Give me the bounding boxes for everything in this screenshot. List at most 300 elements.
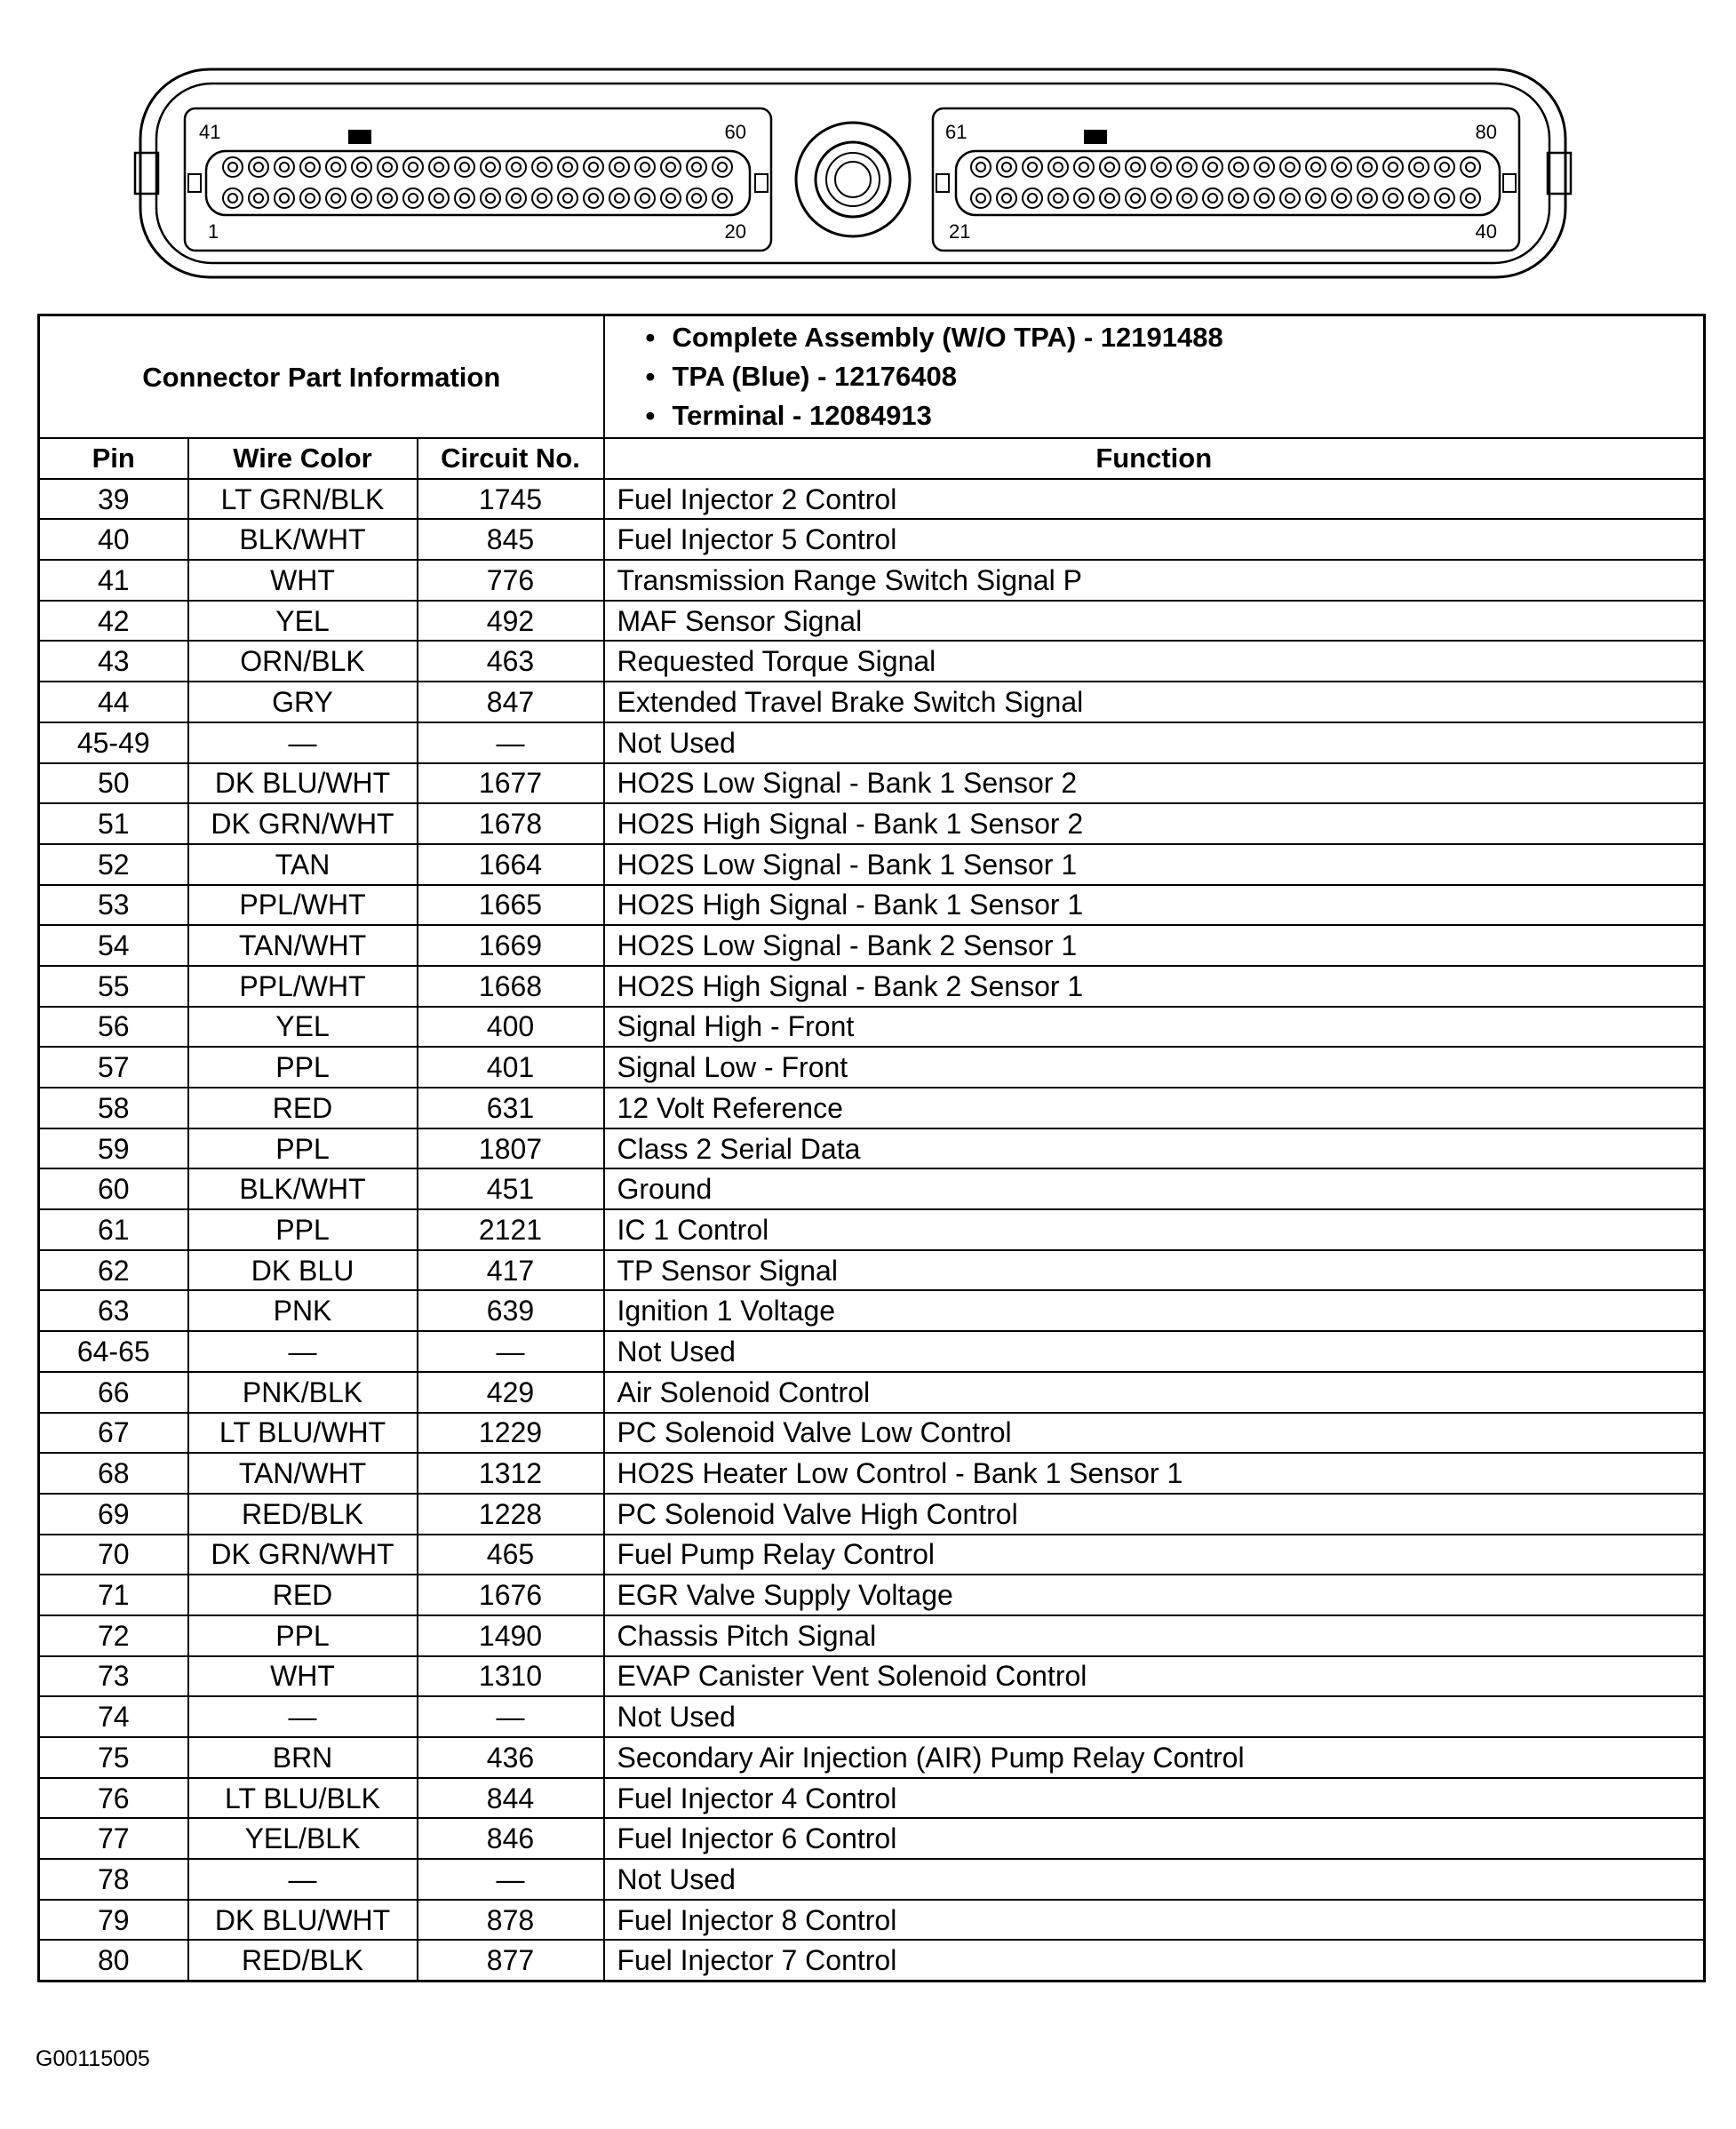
table-row (39, 1088, 1705, 1128)
table-row (39, 560, 1705, 601)
pin-terminal-icon (455, 157, 474, 177)
pin-terminal-icon (455, 188, 474, 208)
table-row (39, 844, 1705, 885)
function-cell: HO2S High Signal - Bank 1 Sensor 2 (604, 803, 1705, 844)
function-cell: Fuel Injector 2 Control (604, 479, 1705, 520)
pin-socket-icon (641, 194, 649, 203)
column-header-circuit: Circuit No. (418, 438, 604, 479)
function-cell: Fuel Pump Relay Control (604, 1535, 1705, 1575)
pin-terminal-icon (403, 188, 423, 208)
pin-cell: 79 (39, 1900, 188, 1941)
part-info-item (646, 357, 1704, 396)
pin-socket-icon (331, 194, 340, 203)
pin-cell: 41 (39, 560, 188, 601)
table-row (39, 1494, 1705, 1535)
circuit-cell: 429 (418, 1372, 604, 1413)
right-side-notch (1503, 174, 1516, 192)
circuit-cell: 451 (418, 1168, 604, 1209)
pin-socket-icon (254, 163, 263, 171)
pin-socket-icon (1105, 163, 1114, 171)
pin-socket-icon (1183, 163, 1191, 171)
right-pin-array (971, 157, 1480, 208)
pin-socket-icon (460, 194, 469, 203)
pin-socket-icon (1363, 163, 1372, 171)
wire-color-cell: RED (188, 1088, 418, 1128)
circuit-cell: 1676 (418, 1575, 604, 1615)
pin-socket-icon (976, 194, 985, 203)
table-row (39, 1818, 1705, 1859)
circuit-cell: 847 (418, 682, 604, 722)
pin-socket-icon (1286, 163, 1294, 171)
table-row (39, 682, 1705, 722)
pin-terminal-icon (378, 188, 397, 208)
pin-socket-icon (666, 194, 675, 203)
pin-cell: 68 (39, 1453, 188, 1494)
table-row (39, 479, 1705, 520)
pin-socket-icon (1466, 163, 1475, 171)
pin-terminal-icon (713, 188, 732, 208)
pinout-table (37, 314, 1706, 1982)
pin-socket-icon (512, 163, 521, 171)
function-cell: Not Used (604, 722, 1705, 763)
pin-socket-icon (1311, 194, 1320, 203)
circuit-cell: 1490 (418, 1615, 604, 1656)
pin-socket-icon (1234, 194, 1243, 203)
pin-terminal-icon (635, 157, 655, 177)
pin-socket-icon (1414, 194, 1423, 203)
pin-socket-icon (615, 163, 624, 171)
function-cell: Air Solenoid Control (604, 1372, 1705, 1413)
wire-color-cell: RED (188, 1575, 418, 1615)
pin-cell: 51 (39, 803, 188, 844)
pin-cell: 64-65 (39, 1331, 188, 1372)
table-row (39, 1940, 1705, 1981)
pin-socket-icon (1337, 194, 1346, 203)
pin-socket-icon (434, 163, 443, 171)
pin-socket-icon (1131, 163, 1140, 171)
pin-terminal-icon (1435, 157, 1454, 177)
pin-terminal-icon (1100, 157, 1119, 177)
table-row (39, 803, 1705, 844)
pin-socket-icon (1079, 194, 1088, 203)
pin-terminal-icon (429, 157, 449, 177)
pin-terminal-icon (1254, 188, 1274, 208)
pin-cell: 53 (39, 885, 188, 926)
circuit-cell: 1665 (418, 885, 604, 926)
pin-cell: 63 (39, 1290, 188, 1331)
pin-terminal-icon (1358, 188, 1377, 208)
center-bolt-core-icon (835, 162, 871, 197)
pin-socket-icon (1157, 194, 1166, 203)
pin-socket-icon (718, 194, 727, 203)
pin-socket-icon (1157, 163, 1166, 171)
circuit-cell: 401 (418, 1047, 604, 1088)
pin-socket-icon (331, 163, 340, 171)
function-cell: Not Used (604, 1331, 1705, 1372)
pin-cell: 70 (39, 1535, 188, 1575)
pin-terminal-icon (1177, 157, 1197, 177)
wire-color-cell: RED/BLK (188, 1494, 418, 1535)
part-info-item (646, 396, 1704, 435)
pin-cell: 67 (39, 1413, 188, 1454)
pin-terminal-icon (429, 188, 449, 208)
left-key-icon (348, 130, 371, 144)
pin-terminal-icon (223, 188, 243, 208)
table-row (39, 885, 1705, 926)
pin-socket-icon (718, 163, 727, 171)
pin-terminal-icon (403, 157, 423, 177)
pin-socket-icon (666, 163, 675, 171)
part-info-item (646, 318, 1704, 357)
table-row (39, 1372, 1705, 1413)
table-row (39, 1453, 1705, 1494)
wire-color-cell: — (188, 722, 418, 763)
wire-color-cell: ORN/BLK (188, 641, 418, 682)
wire-color-cell: RED/BLK (188, 1940, 418, 1981)
wire-color-cell: LT GRN/BLK (188, 479, 418, 520)
wire-color-cell: WHT (188, 560, 418, 601)
pin-terminal-icon (1306, 188, 1326, 208)
table-row (39, 1413, 1705, 1454)
pin-terminal-icon (558, 157, 577, 177)
wire-color-cell: TAN/WHT (188, 1453, 418, 1494)
column-header-pin: Pin (39, 438, 188, 479)
pin-socket-icon (306, 194, 315, 203)
function-cell: HO2S High Signal - Bank 1 Sensor 1 (604, 885, 1705, 926)
bullet-icon: • (645, 361, 656, 392)
pin-terminal-icon (1409, 188, 1429, 208)
pin-socket-icon (692, 163, 701, 171)
left-pin-block (185, 108, 771, 251)
wire-color-cell: YEL (188, 1007, 418, 1048)
pin-socket-icon (1054, 163, 1063, 171)
pin-terminal-icon (1100, 188, 1119, 208)
pin-terminal-icon (661, 157, 681, 177)
table-row (39, 1859, 1705, 1900)
pin-terminal-icon (1048, 188, 1068, 208)
pin-terminal-icon (713, 157, 732, 177)
pin-label-61: 61 (945, 121, 968, 143)
circuit-cell: 436 (418, 1737, 604, 1778)
function-cell: HO2S Heater Low Control - Bank 1 Sensor 1 (604, 1453, 1705, 1494)
pin-socket-icon (589, 194, 598, 203)
part-info-item-text: Terminal - 12084913 (672, 400, 932, 431)
pin-label-80: 80 (1475, 121, 1497, 143)
pin-socket-icon (1389, 163, 1398, 171)
table-row (39, 1615, 1705, 1656)
pin-cell: 62 (39, 1250, 188, 1291)
pin-terminal-icon (997, 188, 1016, 208)
pin-socket-icon (383, 194, 392, 203)
pin-terminal-icon (1126, 157, 1145, 177)
circuit-cell: 1669 (418, 925, 604, 966)
pin-socket-icon (1260, 163, 1269, 171)
function-cell: Chassis Pitch Signal (604, 1615, 1705, 1656)
function-cell: HO2S Low Signal - Bank 2 Sensor 1 (604, 925, 1705, 966)
wire-color-cell: TAN/WHT (188, 925, 418, 966)
pin-terminal-icon (1435, 188, 1454, 208)
part-info-list (604, 315, 1705, 439)
pin-terminal-icon (635, 188, 655, 208)
pin-socket-icon (1234, 163, 1243, 171)
left-latch-icon (135, 153, 158, 194)
column-header-function: Function (604, 438, 1705, 479)
pin-cell: 43 (39, 641, 188, 682)
circuit-cell: 877 (418, 1940, 604, 1981)
pin-socket-icon (538, 163, 546, 171)
pin-socket-icon (1311, 163, 1320, 171)
function-cell: Fuel Injector 6 Control (604, 1818, 1705, 1859)
table-row (39, 1128, 1705, 1169)
pin-terminal-icon (584, 188, 603, 208)
pin-cell: 71 (39, 1575, 188, 1615)
wire-color-cell: BLK/WHT (188, 1168, 418, 1209)
wire-color-cell: LT BLU/BLK (188, 1778, 418, 1819)
pin-label-60: 60 (724, 121, 746, 143)
wire-color-cell: PPL/WHT (188, 966, 418, 1007)
table-row (39, 1778, 1705, 1819)
function-cell: Ground (604, 1168, 1705, 1209)
pin-socket-icon (228, 163, 237, 171)
pin-cell: 76 (39, 1778, 188, 1819)
circuit-cell: 1228 (418, 1494, 604, 1535)
circuit-cell: — (418, 1696, 604, 1737)
table-row (39, 1575, 1705, 1615)
right-latch-icon (1548, 153, 1571, 194)
pin-socket-icon (383, 163, 392, 171)
circuit-cell: 417 (418, 1250, 604, 1291)
pin-cell: 39 (39, 479, 188, 520)
circuit-cell: 631 (418, 1088, 604, 1128)
wire-color-cell: GRY (188, 682, 418, 722)
pin-socket-icon (1054, 194, 1063, 203)
wire-color-cell: — (188, 1331, 418, 1372)
table-row (39, 966, 1705, 1007)
pin-socket-icon (460, 163, 469, 171)
pin-socket-icon (1028, 163, 1037, 171)
pin-label-21: 21 (949, 220, 971, 243)
pin-socket-icon (306, 163, 315, 171)
table-row (39, 1900, 1705, 1941)
circuit-cell: 463 (418, 641, 604, 682)
pin-socket-icon (409, 194, 418, 203)
pin-terminal-icon (1151, 188, 1171, 208)
wire-color-cell: YEL/BLK (188, 1818, 418, 1859)
table-row (39, 1331, 1705, 1372)
pin-terminal-icon (687, 188, 706, 208)
table-row (39, 1250, 1705, 1291)
function-cell: HO2S Low Signal - Bank 1 Sensor 1 (604, 844, 1705, 885)
part-info-row (39, 315, 1705, 439)
center-bolt-outer-icon (796, 123, 910, 236)
table-row (39, 1737, 1705, 1778)
pin-terminal-icon (532, 157, 552, 177)
pin-cell: 77 (39, 1818, 188, 1859)
function-cell: Not Used (604, 1859, 1705, 1900)
pin-terminal-icon (997, 157, 1016, 177)
pin-terminal-icon (1280, 188, 1300, 208)
right-left-notch (936, 174, 949, 192)
pin-terminal-icon (1229, 157, 1248, 177)
wire-color-cell: DK BLU/WHT (188, 763, 418, 804)
wire-color-cell: PPL/WHT (188, 885, 418, 926)
pin-terminal-icon (300, 157, 320, 177)
pin-cell: 73 (39, 1656, 188, 1697)
wire-color-cell: PPL (188, 1128, 418, 1169)
pin-terminal-icon (1409, 157, 1429, 177)
table-row (39, 601, 1705, 642)
pin-socket-icon (976, 163, 985, 171)
pin-socket-icon (1363, 194, 1372, 203)
pin-socket-icon (1208, 194, 1217, 203)
right-key-icon (1084, 130, 1107, 144)
pin-cell: 55 (39, 966, 188, 1007)
circuit-cell: 1312 (418, 1453, 604, 1494)
pin-cell: 78 (39, 1859, 188, 1900)
pin-cell: 57 (39, 1047, 188, 1088)
pin-socket-icon (357, 163, 366, 171)
table-row (39, 1007, 1705, 1048)
circuit-cell: 1668 (418, 966, 604, 1007)
table-row (39, 1168, 1705, 1209)
pin-socket-icon (1440, 194, 1449, 203)
function-cell: Requested Torque Signal (604, 641, 1705, 682)
pin-socket-icon (409, 163, 418, 171)
circuit-cell: 1678 (418, 803, 604, 844)
table-row (39, 763, 1705, 804)
wire-color-cell: — (188, 1859, 418, 1900)
function-cell: Ignition 1 Voltage (604, 1290, 1705, 1331)
function-cell: IC 1 Control (604, 1209, 1705, 1250)
pin-terminal-icon (506, 188, 526, 208)
pin-terminal-icon (352, 157, 371, 177)
table-row (39, 1047, 1705, 1088)
pin-cell: 44 (39, 682, 188, 722)
wire-color-cell: DK GRN/WHT (188, 803, 418, 844)
function-cell: PC Solenoid Valve Low Control (604, 1413, 1705, 1454)
pin-terminal-icon (275, 188, 294, 208)
left-side-notch (188, 174, 201, 192)
function-cell: EVAP Canister Vent Solenoid Control (604, 1656, 1705, 1697)
circuit-cell: 1229 (418, 1413, 604, 1454)
pin-terminal-icon (1151, 157, 1171, 177)
function-cell: Secondary Air Injection (AIR) Pump Relay Control (604, 1737, 1705, 1778)
left-pin-array (223, 157, 732, 208)
function-cell: Signal High - Front (604, 1007, 1705, 1048)
pin-terminal-icon (326, 188, 346, 208)
wire-color-cell: DK BLU/WHT (188, 1900, 418, 1941)
function-cell: Signal Low - Front (604, 1047, 1705, 1088)
pin-terminal-icon (275, 157, 294, 177)
table-row (39, 925, 1705, 966)
table-row (39, 1290, 1705, 1331)
table-row (39, 641, 1705, 682)
pin-terminal-icon (481, 188, 500, 208)
function-cell: MAF Sensor Signal (604, 601, 1705, 642)
function-cell: PC Solenoid Valve High Control (604, 1494, 1705, 1535)
pin-terminal-icon (506, 157, 526, 177)
pin-label-1: 1 (208, 220, 219, 243)
pin-cell: 72 (39, 1615, 188, 1656)
function-cell: Transmission Range Switch Signal P (604, 560, 1705, 601)
left-pin-cavity (206, 151, 750, 215)
right-pin-block (933, 108, 1519, 251)
wire-color-cell: BLK/WHT (188, 519, 418, 560)
wire-color-cell: DK BLU (188, 1250, 418, 1291)
pin-terminal-icon (1203, 188, 1222, 208)
circuit-cell: 1310 (418, 1656, 604, 1697)
pin-terminal-icon (609, 157, 629, 177)
pin-terminal-icon (532, 188, 552, 208)
pin-terminal-icon (609, 188, 629, 208)
circuit-cell: 1677 (418, 763, 604, 804)
part-info-item-text: TPA (Blue) - 12176408 (672, 361, 957, 392)
pin-terminal-icon (378, 157, 397, 177)
wire-color-cell: PNK/BLK (188, 1372, 418, 1413)
column-header-row (39, 438, 1705, 479)
pin-socket-icon (1414, 163, 1423, 171)
pin-terminal-icon (1023, 157, 1042, 177)
pin-socket-icon (1389, 194, 1398, 203)
table-row (39, 1656, 1705, 1697)
pin-terminal-icon (661, 188, 681, 208)
wire-color-cell: TAN (188, 844, 418, 885)
part-info-item-text: Complete Assembly (W/O TPA) - 12191488 (672, 322, 1223, 353)
circuit-cell: 492 (418, 601, 604, 642)
pin-terminal-icon (326, 157, 346, 177)
pin-rows (39, 479, 1705, 1981)
pin-cell: 60 (39, 1168, 188, 1209)
pin-socket-icon (228, 194, 237, 203)
pin-socket-icon (1079, 163, 1088, 171)
pin-cell: 61 (39, 1209, 188, 1250)
pin-terminal-icon (1383, 188, 1403, 208)
pin-socket-icon (1002, 194, 1011, 203)
pin-label-40: 40 (1475, 220, 1497, 243)
pin-terminal-icon (249, 188, 268, 208)
wire-color-cell: — (188, 1696, 418, 1737)
circuit-cell: 776 (418, 560, 604, 601)
pin-socket-icon (641, 163, 649, 171)
left-right-notch (755, 174, 768, 192)
pin-socket-icon (434, 194, 443, 203)
pin-cell: 52 (39, 844, 188, 885)
pin-terminal-icon (223, 157, 243, 177)
pin-terminal-icon (1126, 188, 1145, 208)
function-cell: 12 Volt Reference (604, 1088, 1705, 1128)
pin-terminal-icon (971, 188, 991, 208)
circuit-cell: — (418, 722, 604, 763)
wire-color-cell: PNK (188, 1290, 418, 1331)
pin-terminal-icon (971, 157, 991, 177)
table-row (39, 519, 1705, 560)
pin-cell: 45-49 (39, 722, 188, 763)
function-cell: Fuel Injector 5 Control (604, 519, 1705, 560)
pin-terminal-icon (558, 188, 577, 208)
wire-color-cell: BRN (188, 1737, 418, 1778)
pin-cell: 54 (39, 925, 188, 966)
circuit-cell: 465 (418, 1535, 604, 1575)
wire-color-cell: PPL (188, 1615, 418, 1656)
circuit-cell: 844 (418, 1778, 604, 1819)
wire-color-cell: DK GRN/WHT (188, 1535, 418, 1575)
pin-terminal-icon (1358, 157, 1377, 177)
pin-cell: 59 (39, 1128, 188, 1169)
pin-socket-icon (1260, 194, 1269, 203)
pin-socket-icon (1002, 163, 1011, 171)
pin-socket-icon (615, 194, 624, 203)
pin-socket-icon (512, 194, 521, 203)
